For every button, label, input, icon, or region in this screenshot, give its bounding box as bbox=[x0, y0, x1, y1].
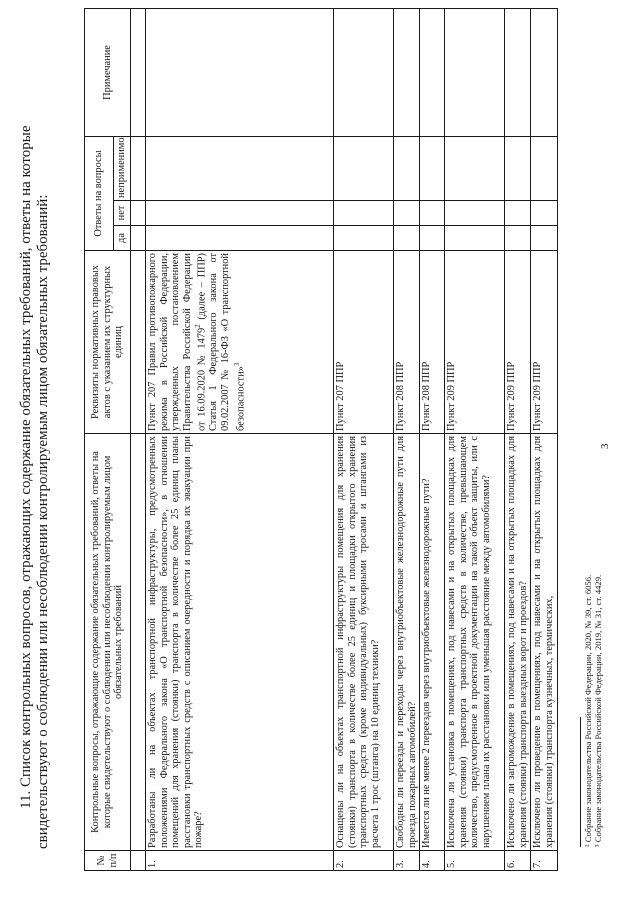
table-row bbox=[394, 8, 420, 870]
table-row bbox=[334, 8, 394, 870]
row-requisites: Пункт 209 ППР bbox=[445, 251, 505, 434]
table-row bbox=[505, 8, 531, 870]
footnote-rule bbox=[580, 717, 581, 847]
header-no: нет bbox=[114, 201, 131, 226]
footnotes bbox=[580, 247, 603, 847]
row-requisites: Пункт 209 ППР bbox=[531, 251, 557, 434]
row-requisites: Пункт 208 ППР bbox=[394, 251, 420, 434]
row-question: Свободны ли переезды и переходы через внутриобъектовые железнодорожные пути для проезда пожарных автомобилей? bbox=[394, 434, 420, 851]
row-question: Исключено ли проведение в помещениях, под навесами и на открытых площадках для хранения (стоянки) транспорта кузнечных, термических, bbox=[531, 434, 557, 851]
row-question: Оснащены ли на объектах транспортной инфраструктуры помещения для хранения (стоянки) транспорта в количестве более 25 единиц и площадки открытого хранения транспортных средств (кроме индивидуальных) буксирными тросами и штангами из расчета 1 трос (штанга) на 10 единиц техники? bbox=[334, 434, 394, 851]
section-heading bbox=[18, 59, 52, 849]
row-requisites: Пункт 207 Правил противопожарного режима в Российской Федерации, утвержденных постановлением Правительства Российской Федерации от 16.09.2020 № 1479$^2$ (далее – ППР) Статья 1 Федерального закона от 09.02.2007 № 16-ФЗ «О транспортной безопасности»$^3$ bbox=[146, 251, 334, 434]
row-question: Имеется ли не менее 2 переездов через внутриобъектовые железнодорожные пути? bbox=[420, 434, 445, 851]
row-question: Исключено ли загромождение в помещениях, под навесами и на открытых площадках для хранения (стоянки) транспорта выездных ворот и проездов? bbox=[505, 434, 531, 851]
row-requisites: Пункт 207 ППР bbox=[334, 251, 394, 434]
requirements-table bbox=[84, 8, 558, 871]
header-num: № п/п bbox=[85, 851, 131, 871]
footnote-3: ³ Собрание законодательства Российской Федерации, 2019, № 31, ст. 4429. bbox=[593, 574, 603, 847]
table-row bbox=[420, 8, 445, 870]
heading-line-1: 11. Список контрольных вопросов, отражающих содержание обязательных требований, ответы на которые bbox=[18, 125, 34, 809]
header-answers: Ответы на вопросы bbox=[85, 136, 114, 250]
row-num: 5. bbox=[445, 851, 505, 871]
footnote-2: ² Собрание законодательства Российской Федерации, 2020, № 39, ст. 6056. bbox=[583, 574, 593, 847]
row-num: 1. bbox=[146, 851, 334, 871]
table-row bbox=[531, 8, 557, 870]
row-question: Исключена ли установка в помещениях, под навесами и на открытых площадках для хранения (стоянки) транспорта транспортных средств в количестве, превышающем количество, предусмотренное в проектной документации на такой объект защиты, или с нарушением плана их расстановки или уменьшая расстояние между автомобилями? bbox=[445, 434, 505, 851]
row-requisites: Пункт 208 ППР bbox=[420, 251, 445, 434]
heading-line-2: свидетельствуют о соблюдении или несоблюдении контролируемым лицом обязательных требований: bbox=[35, 194, 51, 849]
row-requisites: Пункт 209 ППР bbox=[505, 251, 531, 434]
table-row bbox=[445, 8, 505, 870]
table-header-row bbox=[85, 8, 114, 870]
page-number: 3 bbox=[599, 443, 611, 449]
row-num: 2. bbox=[334, 851, 394, 871]
row-num: 6. bbox=[505, 851, 531, 871]
row-num: 7. bbox=[531, 851, 557, 871]
header-na: неприменимо bbox=[114, 136, 131, 200]
row-num: 4. bbox=[420, 851, 445, 871]
header-note: Примечание bbox=[85, 8, 131, 136]
header-requisites: Реквизиты нормативных правовых актов с указанием их структурных единиц bbox=[85, 251, 131, 434]
table-spacer-row bbox=[131, 8, 146, 870]
row-num: 3. bbox=[394, 851, 420, 871]
table-row bbox=[146, 8, 334, 870]
header-question: Контрольные вопросы, отражающие содержание обязательных требований, ответы на которые свидетельствуют о соблюдении или несоблюдении контролируемым лицом обязательных требований bbox=[85, 434, 131, 851]
row-question: Разработаны ли на объектах транспортной инфраструктуры, предусмотренных положениями Федерального закона «О транспортной безопасности», в отношении помещений для хранения (стоянки) транспорта в количестве более 25 единиц планы расстановки транспортных средств с описанием очередности и порядка их эвакуации при пожаре? bbox=[146, 434, 334, 851]
header-yes: да bbox=[114, 226, 131, 251]
